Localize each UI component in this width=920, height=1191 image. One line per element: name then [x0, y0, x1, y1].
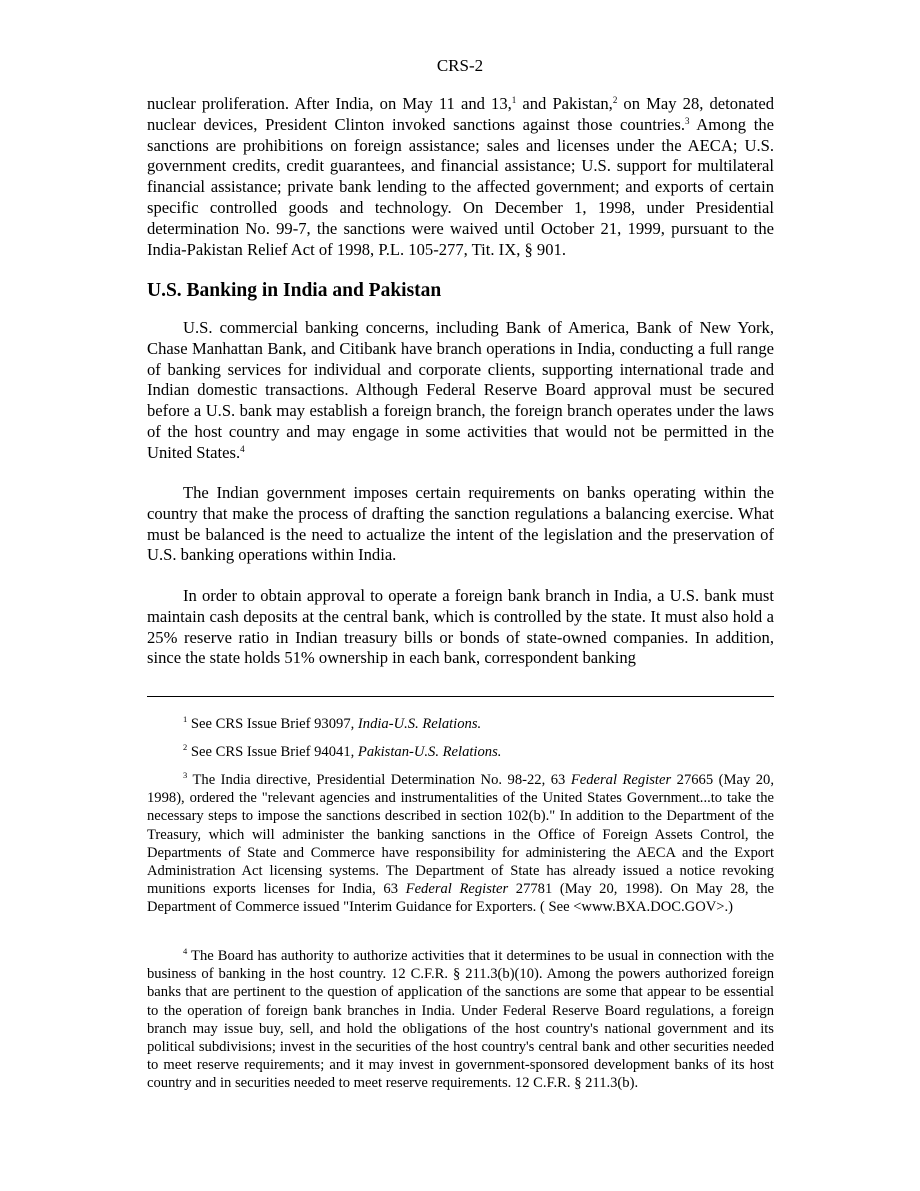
footnote-4-text: The Board has authority to authorize activities that it determines to be usual in connection with the business of banking in the host country. 12 C.F.R. § 211.3(b)(10). Among the powers authorized foreign banks that are pertinent to the question of application of the sanctions are some that appear to be essential to the operation of foreign bank branches in India. Under Federal Reserve Board regulations, a foreign branch may issue buy, sell, and hold the obligations of the host country's national government and its political subdivisions; invest in the securities of the host country's central bank and other securities needed to meet reserve requirements; and it may invest in government-sponsored development banks of its host country and in securities needed to meet reserve requirements. 12 C.F.R. § 211.3(b).	[147, 948, 774, 1092]
paragraph-us-banking-text: U.S. commercial banking concerns, including Bank of America, Bank of New York, Chase Manhattan Bank, and Citibank have branch operations in India, conducting a full range of banking services for individual and corporate clients, supporting international trade and Indian domestic transactions. Although Federal Reserve Board approval must be secured before a U.S. bank may establish a foreign branch, the foreign branch operates under the laws of the host country and may engage in some activities that would not be permitted in the United States.	[147, 318, 774, 462]
footnote-3-text-a: The India directive, Presidential Determination No. 98-22, 63	[187, 772, 571, 788]
section-heading: U.S. Banking in India and Pakistan	[147, 280, 442, 301]
footnote-1	[147, 715, 774, 733]
footnote-3-text-c: 27781 (May 20, 1998). On May 28, the Department of Commerce issued "Interim Guidance for Exporters. ( See <www.BXA.DOC.GOV>.)	[147, 881, 774, 916]
paragraph-us-banking	[147, 318, 774, 464]
intro-text-1: nuclear proliferation. After India, on May 11 and 13,	[147, 94, 512, 113]
footnote-2-text: See CRS Issue Brief 94041,	[187, 744, 358, 760]
page-number: CRS-2	[436, 56, 484, 75]
paragraph-indian-government: The Indian government imposes certain requirements on banks operating within the country that make the process of drafting the sanction regulations a balancing exercise. What must be balanced is the need to actualize the intent of the legislation and the preservation of U.S. banking operations within India.	[147, 483, 774, 565]
footnote-1-number: 1	[183, 714, 188, 724]
footnote-4-number: 4	[183, 946, 188, 956]
footnote-1-title: India-U.S. Relations.	[357, 716, 482, 732]
footnote-separator	[147, 696, 774, 697]
footnote-3-federal-register-2: Federal Register	[405, 881, 509, 898]
footnote-3-text-b: 27665 (May 20, 1998), ordered the "relevant agencies and instrumentalities of the United States Government...to take the necessary steps to impose the sanctions described in section 102(b)." In addition to the Department of the Treasury, which will administer the banking sanctions in the Office of Foreign Assets Control, the Departments of State and Commerce have responsibility for administering the AECA and the Export Administration Act licensing systems. The Department of State has already issued a notice revoking munitions exports licenses for India, 63	[147, 772, 774, 898]
footnote-1-text: See CRS Issue Brief 93097,	[187, 716, 358, 732]
footnote-ref-1[interactable]: 1	[511, 95, 517, 105]
footnote-ref-3[interactable]: 3	[684, 115, 690, 126]
intro-paragraph	[147, 94, 774, 260]
footnote-2	[147, 743, 774, 761]
footnote-ref-2[interactable]: 2	[612, 95, 618, 105]
footnote-2-title: Pakistan-U.S. Relations.	[357, 744, 502, 760]
footnote-2-number: 2	[183, 742, 188, 752]
intro-text-3: on May 28, detonated nuclear devices, President Clinton invoked sanctions against those countries.	[147, 94, 774, 134]
footnote-3-federal-register-1: Federal Register	[570, 772, 672, 788]
footnote-4	[147, 947, 774, 1093]
footnote-3	[147, 771, 774, 917]
footnote-3-number: 3	[183, 770, 188, 780]
intro-text-2: and Pakistan,	[516, 94, 613, 113]
intro-text-4: Among the sanctions are prohibitions on foreign assistance; sales and licenses under the AECA; U.S. government credits, credit guarantees, and financial assistance; U.S. support for multilateral financial assistance; private bank lending to the affected government; and exports of certain specific controlled goods and technology. On December 1, 1998, under Presidential determination No. 99-7, the sanctions were waived until October 21, 1999, pursuant to the India-Pakistan Relief Act of 1998, P.L. 105-277, Tit. IX, § 901.	[147, 114, 774, 259]
paragraph-approval-requirements: In order to obtain approval to operate a foreign bank branch in India, a U.S. bank must maintain cash deposits at the central bank, which is controlled by the state. It must also hold a 25% reserve ratio in Indian treasury bills or bonds of state-owned companies. In addition, since the state holds 51% ownership in each bank, correspondent banking	[147, 586, 774, 668]
footnote-ref-4[interactable]: 4	[240, 443, 245, 454]
